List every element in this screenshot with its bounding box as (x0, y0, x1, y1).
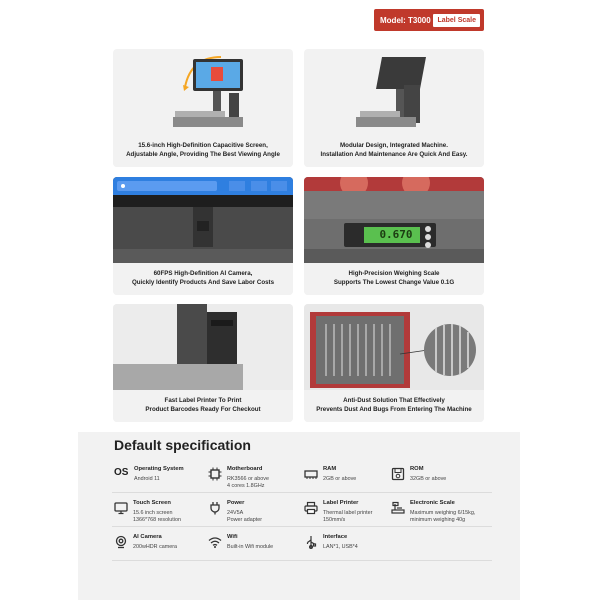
spec-item-touch-screen (114, 500, 181, 524)
feature-caption (304, 390, 484, 422)
caption-line: High-Precision Weighing Scale (348, 270, 440, 278)
ai-camera-illustration (113, 177, 293, 263)
spec-divider (112, 492, 492, 493)
wifi-icon (208, 535, 222, 549)
spec-title: Default specification (114, 437, 251, 453)
feature-caption (304, 135, 484, 167)
spec-section (78, 432, 520, 600)
scale-rear-illustration (304, 49, 484, 135)
chip-icon (208, 467, 222, 481)
spec-value: 150mm/s (323, 516, 346, 523)
caption-line: Product Barcodes Ready For Checkout (145, 406, 261, 413)
caption-line: Adjustable Angle, Providing The Best Viewing Angle (126, 151, 280, 158)
spec-value: LAN*1, USB*4 (323, 544, 358, 550)
weighing-display-illustration (304, 177, 484, 263)
model-badge (374, 9, 484, 31)
spec-value: Maximum weighing 6/15kg, (410, 510, 476, 516)
caption-line: Modular Design, Integrated Machine. (340, 142, 448, 150)
spec-label: Operating System (134, 466, 184, 472)
dust-grille-illustration (304, 304, 484, 390)
spec-item-os (114, 466, 184, 483)
feature-card-camera (113, 177, 293, 295)
spec-value: 32GB or above (410, 476, 447, 482)
spec-item-ram (304, 466, 356, 483)
spec-label: Electronic Scale (410, 500, 455, 506)
feature-card-screen (113, 49, 293, 167)
printer-icon (304, 501, 318, 515)
spec-label: ROM (410, 466, 424, 472)
spec-item-label-printer (304, 500, 372, 524)
feature-card-printer (113, 304, 293, 422)
os-icon: OS (114, 467, 129, 478)
spec-value: minimum weighing 40g (410, 516, 466, 523)
caption-line: 60FPS High-Definition AI Camera, (153, 270, 253, 278)
spec-label: RAM (323, 466, 337, 472)
memory-icon (304, 467, 318, 481)
label-printer-illustration (113, 304, 293, 390)
caption-line: Prevents Dust And Bugs From Entering The Machine (316, 406, 472, 413)
scale-screen-illustration (113, 49, 293, 135)
monitor-icon (114, 501, 128, 515)
scale-icon (391, 501, 405, 515)
spec-label: Label Printer (323, 500, 359, 506)
feature-caption (113, 135, 293, 167)
spec-item-wifi (208, 534, 273, 551)
spec-value: Android 11 (134, 476, 160, 482)
spec-value: 4 cores 1.8GHz (227, 482, 265, 489)
caption-line: Quickly Identify Products And Save Labor Costs (131, 279, 275, 286)
spec-item-interface (304, 534, 358, 551)
caption-line: Supports The Lowest Change Value 0.1G (333, 279, 455, 286)
caption-line: Anti-Dust Solution That Effectively (343, 397, 445, 405)
caption-line: Installation And Maintenance Are Quick And Easy. (320, 151, 468, 158)
spec-item-electronic-scale (391, 500, 475, 524)
spec-label: Wifi (227, 534, 238, 540)
spec-value: Power adapter (227, 516, 263, 523)
spec-value: Thermal label printer (323, 510, 373, 516)
spec-value: 15.6 inch screen (133, 510, 173, 516)
spec-label: Power (227, 500, 245, 506)
feature-card-weighing (304, 177, 484, 295)
caption-line: Fast Label Printer To Print (164, 397, 242, 405)
usb-icon (304, 535, 318, 549)
spec-value: 1366*768 resolution (133, 516, 181, 523)
spec-value: 200wHDR camera (133, 544, 178, 550)
spec-label: Touch Screen (133, 500, 171, 506)
feature-card-modular (304, 49, 484, 167)
spec-label: Motherboard (227, 466, 263, 472)
spec-label: AI Camera (133, 534, 162, 540)
spec-divider (112, 526, 492, 527)
caption-line: 15.6-inch High-Definition Capacitive Screen, (138, 142, 268, 150)
spec-value: 24V5A (227, 510, 244, 516)
power-plug-icon (208, 501, 222, 515)
spec-item-motherboard (208, 466, 269, 490)
feature-caption (113, 390, 293, 422)
scale-reading: 0.670 (379, 228, 413, 241)
spec-label: Interface (323, 534, 348, 540)
spec-divider (112, 560, 492, 561)
model-name: Model: T3000 (380, 15, 431, 25)
spec-item-power (208, 500, 262, 524)
feature-caption (304, 263, 484, 295)
camera-icon (114, 535, 128, 549)
spec-value: Built-in Wifi module (227, 544, 274, 550)
spec-item-ai-camera (114, 534, 177, 551)
feature-card-anti-dust (304, 304, 484, 422)
spec-item-rom (391, 466, 446, 483)
spec-value: RK3566 or above (227, 476, 269, 482)
label-scale-tag: Label Scale (433, 14, 480, 27)
feature-caption (113, 263, 293, 295)
storage-icon (391, 467, 405, 481)
spec-value: 2GB or above (323, 476, 357, 482)
